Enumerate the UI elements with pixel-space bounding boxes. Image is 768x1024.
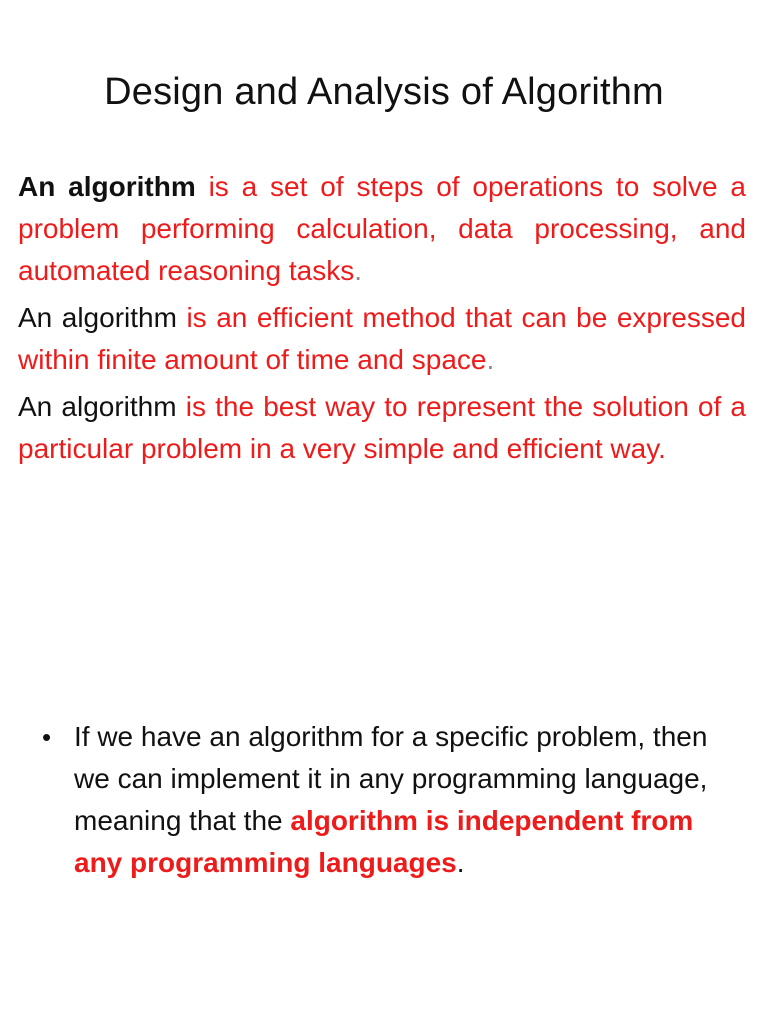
paragraph-body: is a set of steps of operations to solve a problem performing calculation, data processing, and automated reasoning tasks [18, 171, 746, 286]
bullet-emphasis-text: algorithm is independent from any programming languages [74, 805, 694, 878]
definition-paragraph-3 [18, 386, 746, 470]
paragraph-body: is the best way to represent the solution of a particular problem in a very simple and efficient way. [18, 391, 747, 464]
slide-title: Design and Analysis of Algorithm [104, 71, 664, 113]
definition-paragraph-1 [18, 166, 746, 292]
bullet-text [74, 716, 734, 884]
paragraph-lead: An algorithm [18, 171, 196, 202]
bullet-end: . [456, 847, 465, 878]
bullet-icon: • [42, 722, 52, 752]
bullet-list-item [30, 716, 730, 884]
bullet-plain-text: If we have an algorithm for a specific problem, then we can implement it in any programming language, meaning that the [74, 721, 708, 836]
paragraph-end: . [354, 255, 362, 286]
paragraph-end: . [486, 344, 495, 375]
paragraph-body: is an efficient method that can be expressed within finite amount of time and space [18, 302, 747, 375]
paragraph-lead: An algorithm [18, 391, 177, 422]
paragraph-lead: An algorithm [18, 302, 177, 333]
definition-paragraph-2 [18, 297, 746, 381]
